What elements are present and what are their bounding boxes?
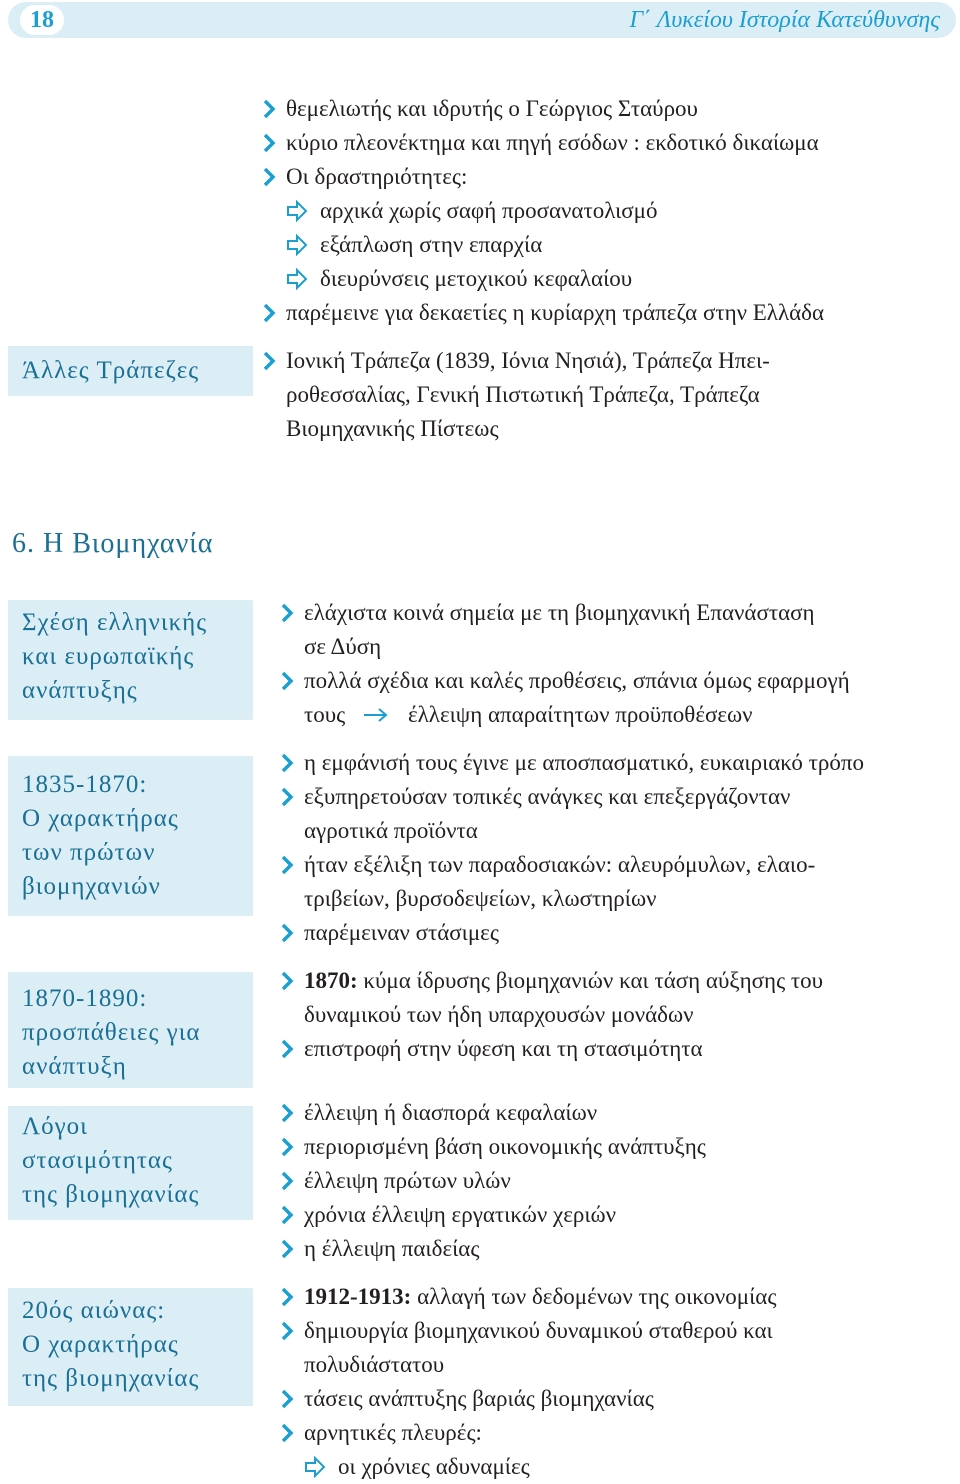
chevron-right-icon [278,1232,298,1266]
arrow-right-icon [286,228,308,262]
chevron-right-icon [278,1032,298,1066]
arrow-right-icon [304,1450,326,1484]
label-20th-century: 20ός αιώνας: Ο χαρακτήρας της βιομηχανίας [8,1288,253,1406]
chevron-right-icon [260,296,280,330]
chevron-right-icon [278,1416,298,1450]
chevron-right-icon [278,1314,298,1348]
chevron-right-icon [260,126,280,160]
chevron-right-icon [278,1198,298,1232]
chevron-right-icon [278,916,298,950]
page-header [8,2,956,38]
label-relation: Σχέση ελληνικής και ευρωπαϊκής ανάπτυξης [8,600,253,720]
chevron-right-icon [278,1130,298,1164]
chevron-right-icon [278,964,298,998]
book-title: Γ΄ Λυκείου Ιστορία Κατεύθυνσης [629,7,940,33]
arrow-right-icon [362,706,390,724]
arrow-right-icon [286,194,308,228]
label-1835-1870: 1835-1870: Ο χαρακτήρας των πρώτων βιομηχανιών [8,756,253,916]
page-number: 18 [20,5,64,35]
label-reasons: Λόγοι στασιμότητας της βιομηχανίας [8,1106,253,1220]
chevron-right-icon [278,780,298,814]
chevron-right-icon [278,848,298,882]
chevron-right-icon [260,92,280,126]
chevron-right-icon [278,746,298,780]
chevron-right-icon [278,664,298,698]
chevron-right-icon [278,1096,298,1130]
chevron-right-icon [278,1164,298,1198]
section-title: 6. Η Βιομηχανία [12,528,214,559]
chevron-right-icon [278,596,298,630]
label-other-banks: Άλλες Τράπεζες [8,346,253,396]
label-1870-1890: 1870-1890: προσπάθειες για ανάπτυξη [8,972,253,1088]
chevron-right-icon [278,1382,298,1416]
chevron-right-icon [260,160,280,194]
arrow-right-icon [286,262,308,296]
chevron-right-icon [260,344,280,378]
chevron-right-icon [278,1280,298,1314]
